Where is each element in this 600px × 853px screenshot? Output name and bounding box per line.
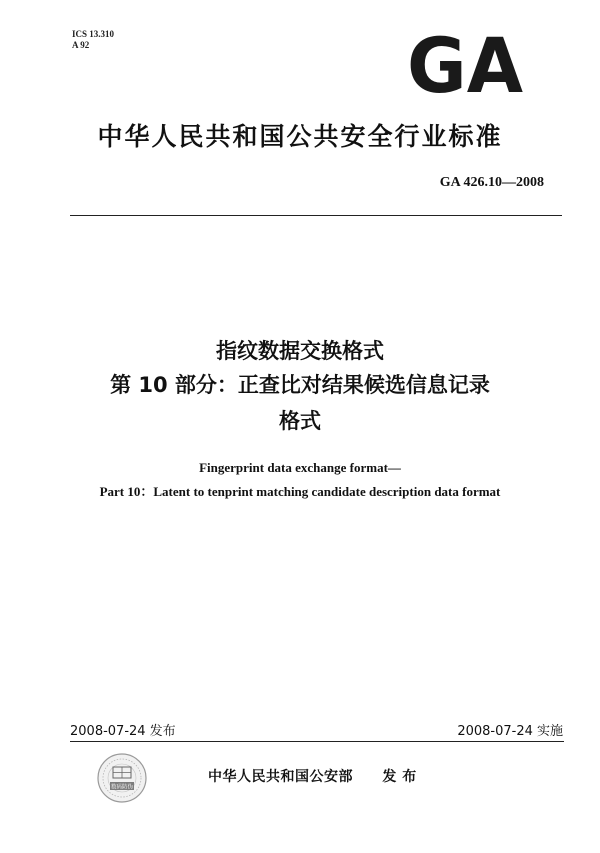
document-title-cn-line1: 指纹数据交换格式 [216,339,384,363]
ga-logo [406,34,524,96]
footer-divider [70,741,564,742]
issue-date: 2008-07-24 发布 [70,724,176,739]
anti-counterfeit-seal-icon [96,752,148,804]
issuing-authority [208,766,417,786]
document-title-en-line1: Fingerprint data exchange format— [199,460,401,475]
document-title-cn-line2: 第 10 部分：正查比对结果候选信息记录 [110,373,490,397]
standard-number: GA 426.10—2008 [439,175,544,190]
issuer-name: 中华人民共和国公安部 [208,769,353,785]
header-divider [70,215,562,216]
standard-type-title: 中华人民共和国公共安全行业标准 [97,122,503,151]
classification-codes [72,29,114,51]
document-title-cn-line3: 格式 [279,409,321,433]
seal-label: 数码防伪 [110,784,134,791]
ics-code: ICS 13.310 [72,29,115,39]
document-title-en-line2: Part 10：Latent to tenprint matching candidate description data format [99,484,501,499]
implementation-date: 2008-07-24 实施 [457,724,563,739]
ga-logo-text: GA [407,34,524,96]
ccs-code: A 92 [72,40,90,50]
issuer-action: 发 布 [382,769,417,785]
